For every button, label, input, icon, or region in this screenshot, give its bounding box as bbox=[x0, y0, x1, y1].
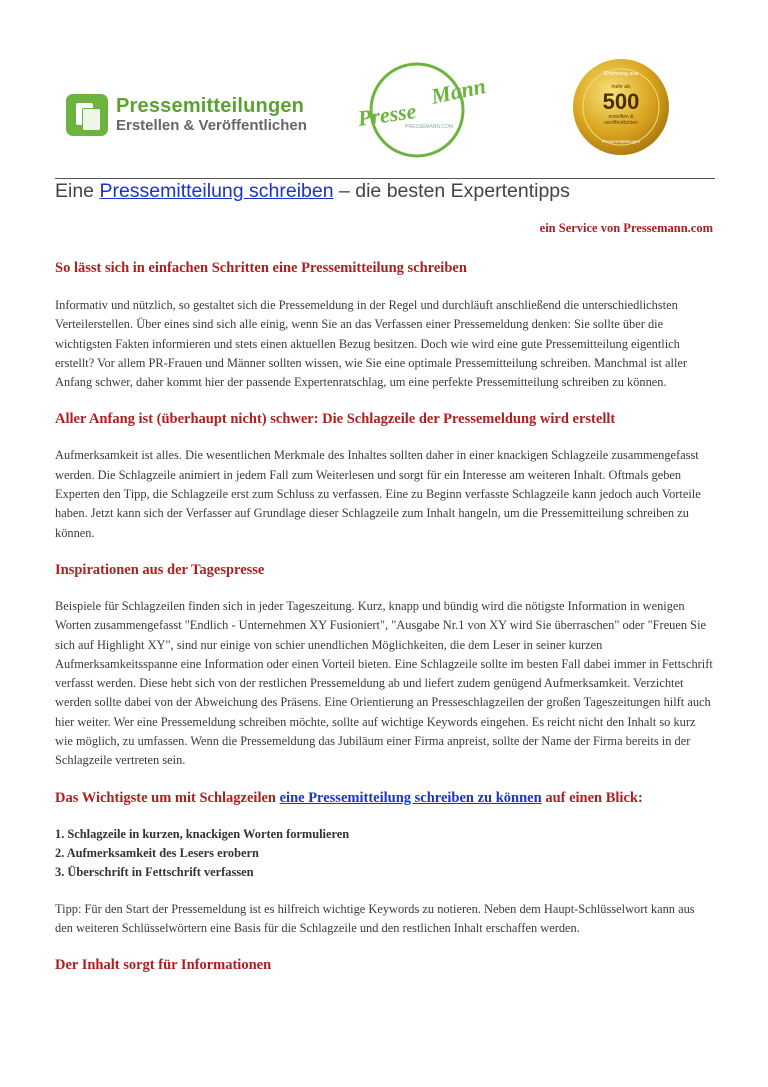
logo-brand-left: Presse bbox=[356, 98, 418, 131]
summary-heading-link[interactable]: eine Pressemitteilung schreiben zu können bbox=[279, 789, 542, 806]
header-logos bbox=[0, 0, 768, 178]
pressemann-logo[interactable] bbox=[355, 58, 503, 162]
badge-line1: erstellten & bbox=[608, 114, 634, 120]
badge-mehr: mehr als bbox=[611, 84, 631, 90]
logo-brand-right: Mann bbox=[428, 72, 488, 109]
summary-list bbox=[55, 825, 715, 883]
section-heading-5: Der Inhalt sorgt für Informationen bbox=[55, 957, 272, 974]
logo-line2: Erstellen & Veröffentlichen bbox=[116, 117, 307, 134]
badge-top: Erfahrung aus bbox=[603, 71, 639, 77]
title-link[interactable]: Pressemitteilung schreiben bbox=[99, 180, 334, 202]
section-body-2: Aufmerksamkeit ist alles. Die wesentlichen Merkmale des Inhaltes sollten daher in einer knackigen Schlagzeile zusammengefasst werden. Die Schlagzeile animiert in jedem Fall zum Weiterlesen und sorgt für ein Interesse am weiteren Inhalt. Oftmals geben Experten den Tipp, die Schlagzeile erst zum Schluss zu verfassen. Eine zu Beginn verfasste Schlagzeile kann jedoch auch Vorteile haben. Jetzt kann sich der Verfasser auf Grundlage dieser Schlagzeile zum Inhalt hangeln, um die Pressemitteilung schreiben zu können. bbox=[55, 448, 701, 540]
section-body-1: Informativ und nützlich, so gestaltet sich die Pressemeldung in der Regel und durchläuft anschließend die unterschiedlichsten Verteilerstellen. Über eines sind sich alle einig, wenn Sie an das Verfassen einer Pressemeldung denken: Sie sollte über die wichtigsten Fakten informieren und stets einen aktuellen Bezug besitzen. Doch wie wird eine gute Pressemitteilung eigentlich erstellt? Vor allem PR-Frauen und Männer sollten wissen, wie Sie eine optimale Pressemitteilung schreiben. Manchmal ist aller Anfang schwer, daher kommt hier der passende Expertenratschlag, um eine perfekte Pressemitteilung schreiben zu können. bbox=[55, 298, 688, 390]
list-item: 3. Überschrift in Fettschrift verfassen bbox=[55, 865, 254, 880]
article-body bbox=[55, 258, 715, 975]
list-item: 1. Schlagzeile in kurzen, knackigen Worten formulieren bbox=[55, 826, 350, 841]
section-heading-1: So lässt sich in einfachen Schritten eine Pressemitteilung schreiben bbox=[55, 260, 467, 276]
document-icon bbox=[66, 94, 108, 136]
service-note: ein Service von Pressemann.com bbox=[539, 221, 713, 235]
list-item: 2. Aufmerksamkeit des Lesers erobern bbox=[55, 845, 259, 860]
experience-badge bbox=[571, 57, 671, 157]
badge-number: 500 bbox=[602, 89, 640, 114]
section-heading-3: Inspirationen aus der Tagespresse bbox=[55, 561, 265, 578]
title-suffix: – die besten Expertentipps bbox=[333, 180, 570, 202]
summary-heading bbox=[55, 788, 715, 808]
page-title bbox=[55, 180, 570, 203]
tip-paragraph: Tipp: Für den Start der Pressemeldung ist es hilfreich wichtige Keywords zu notieren. Neben dem Haupt-Schlüsselwort kann aus den weiteren Schlüsselwörtern eine Basis für die Schlagzeile und den restlichen Inhalt erschaffen werden. bbox=[55, 901, 695, 935]
summary-heading-prefix: Das Wichtigste um mit Schlagzeilen bbox=[55, 789, 280, 806]
title-prefix: Eine bbox=[55, 180, 100, 202]
pressemitteilungen-logo[interactable] bbox=[66, 94, 307, 136]
logo-line1: Pressemitteilungen bbox=[116, 95, 305, 117]
section-body-3: Beispiele für Schlagzeilen finden sich in jeder Tageszeitung. Kurz, knapp und bündig wird die nötigste Information in wenigen Worten zusammengefasst "Endlich - Unternehmen XY Fusioniert", "Ausgabe Nr.1 von XY wird Sie überraschen" oder "Freuen Sie sich auf Highlight XY", sind nur einige von schier unendlichen Möglichkeiten, die dem Leser in seiner kurzen Aufmerksamkeitsspanne eine Information oder einen Vorteil bieten. Eine Schlagzeile sollte im besten Fall dabei immer in Fettschrift verfasst werden. Diese hebt sich von der restlichen Pressemeldung ab und liefert zudem genügend Aufmerksamkeit. Verzichtet werden sollte dabei von der Abweichung des Präsens. Eine Orientierung an Presseschlagzeilen der großen Tageszeitungen hilft auch hier weiter. Wer eine Pressemeldung schreiben möchte, sollte auf wichtige Keywords eingehen. Es reicht nicht den Inhalt so kurz wie möglich, zu umfassen. Wenn die Pressemeldung das Jubiläum einer Firma anpreist, sollte der Name der Firma bereits in der Schlagzeile vertreten sein. bbox=[55, 598, 713, 768]
logo-sub: PRESSEMANN.COM bbox=[405, 124, 454, 130]
badge-bottom: Pressemitteilungen bbox=[601, 139, 641, 144]
header-divider bbox=[55, 178, 715, 179]
summary-heading-suffix: auf einen Blick: bbox=[541, 789, 643, 806]
section-heading-2: Aller Anfang ist (überhaupt nicht) schwer: Die Schlagzeile der Pressemeldung wird erstellt bbox=[55, 411, 616, 428]
badge-line2: veröffentlichten bbox=[604, 120, 638, 126]
